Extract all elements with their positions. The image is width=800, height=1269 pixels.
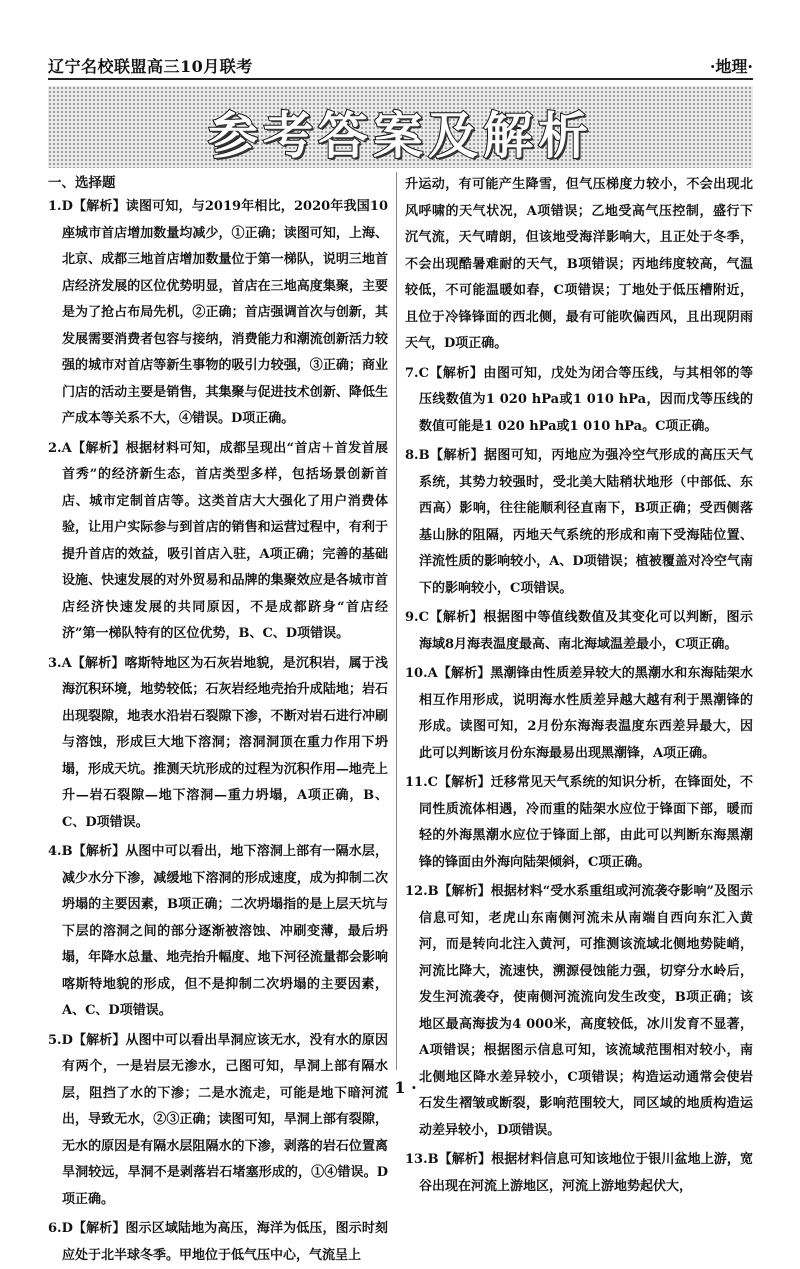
subject-label: ·地理·: [709, 57, 753, 76]
answer-item-7: 7.C【解析】由图可知，戊处为闭合等压线，与其相邻的等压线数值为1 020 hPa或1 010 hPa，因而戊等压线的数值可能是1 020 hPa或1 010 hPa。C项正确。: [405, 365, 753, 434]
answer-item-3: 3.A【解析】喀斯特地区为石灰岩地貌，是沉积岩，属于浅海沉积环境，地势较低；石灰岩经地壳抬升成陆地；岩石出现裂隙，地表水沿岩石裂隙下渗，不断对岩石进行冲刷与溶蚀，形成巨大地下溶洞；溶洞洞顶在重力作用下坍塌，形成天坑。推测天坑形成的过程为沉积作用—地壳上升—岩石裂隙—地下溶洞—重力坍塌，A项正确，B、C、D项错误。: [48, 655, 388, 830]
answer-item-9: 9.C【解析】根据图中等值线数值及其变化可以判断，图示海域8月海表温度最高、南北海域温差最小，C项正确。: [405, 610, 753, 652]
answer-item-13: 13.B【解析】根据材料信息可知该地位于银川盆地上游，宽谷出现在河流上游地区，河流上游地势起伏大，: [405, 1152, 753, 1194]
page-title: 参考答案及解析: [208, 107, 593, 165]
left-column: [48, 172, 388, 1263]
answer-item-6-continued: 升运动，有可能产生降雪，但气压梯度力较小，不会出现北风呼啸的天气状况，A项错误；乙地受高气压控制，盛行下沉气流，天气晴朗，但该地受海洋影响大，且正处于冬季，不会出现酷暑难耐的天气，B项错误；丙地纬度较高，气温较低，不可能温暖如春，C项错误；丁地处于低压槽附近，且位于冷锋锋面的西北侧，最有可能吹偏西风，且出现阴雨天气，D项正确。: [405, 177, 753, 351]
answer-item-11: 11.C【解析】迁移常见天气系统的知识分析，在锋面处，不同性质流体相遇，冷而重的陆架水应位于锋面下部，暖而轻的外海黑潮水应位于锋面上部，由此可以判断东海黑潮锋的锋面由外海向陆架倾斜，C项正确。: [405, 775, 753, 870]
answer-item-2: 2.A【解析】根据材料可知，成都呈现出“首店＋首发首展首秀”的经济新生态，首店类型多样，包括场景创新首店、城市定制首店等。这类首店大大强化了用户消费体验，让用户实际参与到首店的销售和运营过程中，有利于提升首店的效益，吸引首店入驻，A项正确；完善的基础设施、快速发展的对外贸易和品牌的集聚效应是各城市首店经济快速发展的共同原因，不是成都跻身“首店经济”第一梯队特有的区位优势，B、C、D项错误。: [48, 440, 388, 641]
answer-item-10: 10.A【解析】黑潮锋由性质差异较大的黑潮水和东海陆架水相互作用形成，说明海水性质差异越大越有利于黑潮锋的形成。读图可知，2月份东海海表温度东西差异最大，因此可以判断该月份东海最易出现黑潮锋，A项正确。: [405, 666, 753, 761]
section-heading: 一、选择题: [48, 175, 116, 191]
answer-item-6: 6.D【解析】图示区域陆地为高压，海洋为低压，图示时刻应处于北半球冬季。甲地位于低气压中心，气流呈上: [48, 1221, 388, 1263]
exam-title: 辽宁名校联盟高三10月联考: [48, 57, 253, 76]
answer-item-5: 5.D【解析】从图中可以看出旱洞应该无水，没有水的原因有两个，一是岩层无渗水，己图可知，旱洞上部有隔水层，阻挡了水的下渗；二是水流走，可能是地下暗河流出，导致无水，②③正确；读图可知，旱洞上部有裂隙，无水的原因是有隔水层阻隔水的下渗，剥落的岩石位置离旱洞较远，旱洞不是剥落岩石堵塞形成的，①④错误。D项正确。: [48, 1032, 388, 1207]
title-banner: [48, 86, 753, 168]
right-column: [405, 172, 753, 1194]
page-number: · 1 ·: [383, 1078, 417, 1097]
answer-item-12: 12.B【解析】根据材料“受水系重组或河流袭夺影响”及图示信息可知，老虎山东南侧河流未从南端自西向东汇入黄河，而是转向北注入黄河，可推测该流域北侧地势陡峭，河流比降大，流速快，溯源侵蚀能力强，切穿分水岭后，发生河流袭夺，使南侧河流流向发生改变，B项正确；该地区最高海拔为4 000米，高度较低，冰川发育不显著，A项错误；根据图示信息可知，该流域范围相对较小，南北侧地区降水差异较小，C项错误；构造运动通常会使岩石发生褶皱或断裂，影响范围较大，同区域的地质构造运动差异较小，D项错误。: [405, 884, 753, 1138]
column-divider: [396, 172, 397, 1070]
answer-item-1: 1.D【解析】读图可知，与2019年相比，2020年我国10座城市首店增加数量均减少，①正确；读图可知，上海、北京、成都三地首店增加数量位于第一梯队，说明三地首店经济发展的区位优势明显，首店在三地高度集聚，主要是为了抢占布局先机，②正确；首店强调首次与创新，其发展需要消费者包容与接纳，消费能力和潮流创新活力较强的城市对首店等新生事物的吸引力较强，③正确；商业门店的活动主要是销售，其集聚与促进技术创新、降低生产成本等关系不大，④错误。D项正确。: [48, 199, 388, 426]
answer-item-4: 4.B【解析】从图中可以看出，地下溶洞上部有一隔水层，减少水分下渗，减缓地下溶洞的形成速度，成为抑制二次坍塌的主要因素，B项正确；二次坍塌指的是上层天坑与下层的溶洞之间的部分逐渐被溶蚀、冲刷变薄，最后坍塌，年降水总量、地壳抬升幅度、地下河径流量都会影响喀斯特地貌的形成，但不是抑制二次坍塌的主要因素，A、C、D项错误。: [48, 844, 388, 1018]
page-header: [48, 52, 753, 80]
answer-columns: [48, 172, 753, 1263]
answer-item-8: 8.B【解析】据图可知，丙地应为强冷空气形成的高压天气系统，其势力较强时，受北美大陆稍状地形（中部低、东西高）影响，往往能顺利径直南下，B项正确；受西侧落基山脉的阻隔，丙地天气系统的形成和南下受海陆位置、洋流性质的影响较小，A、D项错误；植被覆盖对冷空气南下的影响较小，C项错误。: [405, 448, 753, 596]
